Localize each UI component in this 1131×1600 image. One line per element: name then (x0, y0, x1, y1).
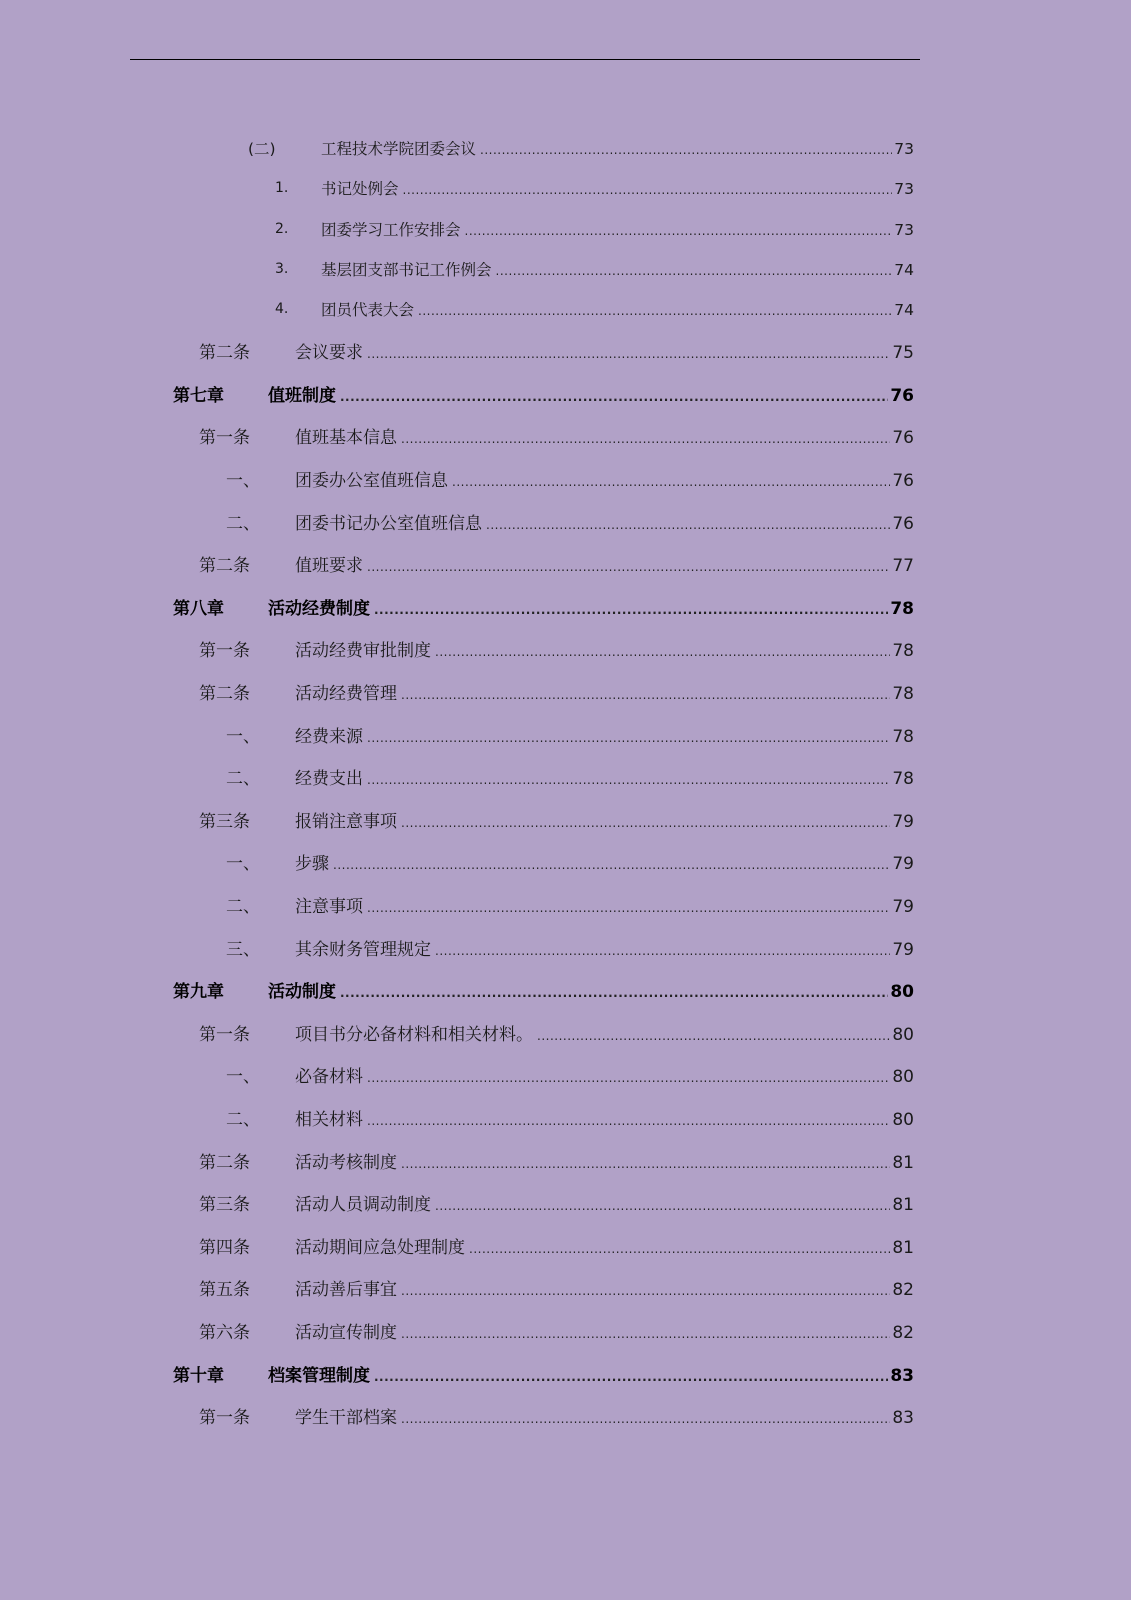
toc-entry[interactable] (0, 798, 1131, 841)
toc-leader-dots (496, 264, 893, 278)
toc-entry-page: 79 (892, 854, 914, 875)
toc-entry-title-line (295, 1233, 914, 1258)
toc-entry-number: 第八章 (173, 598, 224, 619)
toc-entry-title: 注意事项 (295, 897, 363, 917)
toc-entry[interactable] (0, 968, 1131, 1011)
toc-entry-number: 4. (275, 301, 289, 318)
toc-entry-page: 80 (892, 1109, 914, 1130)
toc-entry-page: 78 (892, 769, 914, 790)
toc-entry[interactable] (0, 713, 1131, 756)
toc-entry-title: 书记处例会 (321, 180, 399, 199)
toc-entry-title-line (295, 1318, 914, 1343)
toc-entry-title: 会议要求 (295, 343, 363, 364)
toc-entry-title: 活动考核制度 (295, 1152, 397, 1173)
toc-entry-number: 第七章 (173, 385, 224, 406)
toc-entry-title-line (321, 298, 914, 320)
toc-entry[interactable] (0, 289, 1131, 329)
toc-entry-number: 第十章 (173, 1365, 224, 1386)
toc-entry-number: 第二条 (199, 343, 250, 364)
toc-leader-dots (374, 1370, 888, 1384)
toc-entry[interactable] (0, 128, 1131, 168)
toc-entry-number: 第四条 (199, 1237, 250, 1258)
toc-leader-dots (401, 816, 890, 830)
toc-entry-page: 81 (892, 1152, 914, 1173)
toc-leader-dots (401, 688, 890, 702)
toc-entry-page: 80 (892, 1067, 914, 1088)
toc-entry-title: 值班要求 (295, 556, 363, 577)
toc-entry-title: 经费来源 (295, 726, 363, 747)
toc-leader-dots (401, 1412, 890, 1426)
toc-entry-title-line (321, 137, 914, 159)
toc-leader-dots (340, 986, 888, 1000)
toc-entry[interactable] (0, 415, 1131, 458)
toc-entry-number: 第一条 (199, 641, 250, 662)
toc-entry-number: 一、 (226, 726, 260, 747)
toc-entry-page: 79 (892, 897, 914, 917)
toc-entry-title-line (295, 892, 914, 917)
toc-entry-title: 档案管理制度 (268, 1365, 370, 1386)
toc-entry-title: 值班基本信息 (295, 428, 397, 449)
toc-leader-dots (367, 560, 890, 574)
toc-entry-title: 项目书分必备材料和相关材料。 (295, 1024, 533, 1045)
toc-entry[interactable] (0, 1139, 1131, 1182)
toc-entry-number: 第六条 (199, 1322, 250, 1343)
toc-leader-dots (374, 603, 888, 617)
toc-leader-dots (403, 183, 893, 197)
toc-leader-dots (452, 475, 890, 489)
toc-entry-title-line (268, 1361, 914, 1386)
toc-entry-page: 76 (892, 428, 914, 449)
toc-entry-title: 必备材料 (295, 1067, 363, 1088)
toc-entry-title: 工程技术学院团委会议 (321, 140, 477, 159)
toc-leader-dots (418, 304, 892, 318)
toc-entry-page: 82 (892, 1322, 914, 1343)
toc-entry-number: 1. (275, 180, 289, 197)
toc-entry[interactable] (0, 1181, 1131, 1224)
toc-entry-number: 一、 (226, 854, 260, 875)
toc-entry-title-line (295, 764, 914, 789)
toc-entry-title: 活动制度 (268, 982, 336, 1003)
toc-entry[interactable] (0, 500, 1131, 543)
toc-entry-number: 二、 (226, 1109, 260, 1130)
toc-entry-number: 第五条 (199, 1280, 250, 1301)
toc-entry-title-line (295, 935, 914, 960)
toc-entry-number: 第三条 (199, 1195, 250, 1216)
toc-entry-title: 报销注意事项 (295, 811, 397, 832)
toc-entry-number: 二、 (226, 513, 260, 534)
toc-leader-dots (401, 432, 890, 446)
toc-entry-page: 80 (892, 1024, 914, 1045)
toc-entry-title-line (295, 1105, 914, 1130)
toc-entry-page: 81 (892, 1237, 914, 1258)
toc-leader-dots (435, 645, 890, 659)
toc-entry-title: 活动期间应急处理制度 (295, 1237, 465, 1258)
toc-entry-title-line (295, 849, 914, 874)
toc-entry[interactable] (0, 209, 1131, 249)
toc-leader-dots (367, 773, 890, 787)
toc-entry-number: 第二条 (199, 556, 250, 577)
toc-entry-number: (二) (248, 140, 276, 159)
toc-entry-page: 83 (892, 1408, 914, 1429)
toc-entry-number: 一、 (226, 471, 260, 492)
toc-entry-number: 二、 (226, 769, 260, 790)
toc-entry-page: 78 (890, 598, 914, 619)
toc-leader-dots (469, 1242, 890, 1256)
toc-leader-dots (367, 347, 890, 361)
toc-leader-dots (480, 143, 892, 157)
toc-entry-page: 76 (890, 385, 914, 406)
toc-entry[interactable] (0, 1267, 1131, 1310)
toc-leader-dots (333, 858, 890, 872)
toc-entry-title: 团委办公室值班信息 (295, 471, 448, 492)
toc-entry-title: 活动宣传制度 (295, 1322, 397, 1343)
toc-entry-title: 活动人员调动制度 (295, 1195, 431, 1216)
toc-leader-dots (435, 1199, 890, 1213)
toc-entry-page: 73 (894, 180, 914, 199)
toc-entry-number: 第九章 (173, 982, 224, 1003)
toc-entry-page: 76 (892, 513, 914, 534)
toc-entry-number: 三、 (226, 939, 260, 960)
toc-entry-title-line (295, 807, 914, 832)
toc-entry[interactable] (0, 841, 1131, 884)
toc-entry-number: 第一条 (199, 1408, 250, 1429)
toc-entry-page: 81 (892, 1195, 914, 1216)
toc-entry-title-line (321, 218, 914, 240)
toc-entry-number: 第三条 (199, 811, 250, 832)
toc-entry-title-line (268, 977, 914, 1002)
toc-entry-number: 第一条 (199, 1024, 250, 1045)
toc-entry-title-line (295, 423, 914, 448)
toc-entry-title: 相关材料 (295, 1109, 363, 1130)
toc-entry-page: 83 (890, 1365, 914, 1386)
toc-entry-title-line (321, 258, 914, 280)
toc-leader-dots (367, 1071, 890, 1085)
toc-entry-title: 团委书记办公室值班信息 (295, 513, 482, 534)
toc-entry-title-line (295, 1148, 914, 1173)
toc-entry-page: 78 (892, 684, 914, 705)
toc-entry-title-line (295, 466, 914, 491)
toc-entry[interactable] (0, 1224, 1131, 1267)
toc-entry[interactable] (0, 755, 1131, 798)
toc-entry-title: 活动经费审批制度 (295, 641, 431, 662)
toc-entry[interactable] (0, 457, 1131, 500)
toc-entry-page: 77 (892, 556, 914, 577)
toc-entry[interactable] (0, 1096, 1131, 1139)
toc-entry-title-line (295, 1020, 914, 1045)
toc-entry[interactable] (0, 1394, 1131, 1437)
toc-entry-title-line (295, 1062, 914, 1087)
toc-entry-page: 73 (894, 140, 914, 159)
toc-entry-page: 82 (892, 1280, 914, 1301)
toc-entry-number: 二、 (226, 897, 260, 917)
toc-leader-dots (465, 224, 893, 238)
toc-entry-title: 活动经费制度 (268, 598, 370, 619)
toc-entry-page: 76 (892, 471, 914, 492)
toc-entry-page: 80 (890, 982, 914, 1003)
toc-entry[interactable] (0, 1054, 1131, 1097)
toc-entry-page: 73 (894, 220, 914, 239)
toc-leader-dots (367, 731, 890, 745)
toc-leader-dots (340, 390, 888, 404)
toc-entry-title: 基层团支部书记工作例会 (321, 261, 492, 280)
toc-leader-dots (367, 1114, 890, 1128)
toc-entry-number: 3. (275, 261, 289, 278)
toc-leader-dots (486, 518, 890, 532)
toc-entry-title: 其余财务管理规定 (295, 939, 431, 960)
toc-entry-page: 79 (892, 811, 914, 832)
toc-entry-number: 第二条 (199, 1152, 250, 1173)
toc-entry-title: 经费支出 (295, 769, 363, 790)
toc-entry[interactable] (0, 883, 1131, 926)
toc-entry-title: 学生干部档案 (295, 1408, 397, 1429)
toc-entry-title: 团委学习工作安排会 (321, 220, 461, 239)
toc-entry[interactable] (0, 329, 1131, 372)
toc-entry-number: 2. (275, 220, 289, 237)
toc-entry-title-line (295, 338, 914, 363)
toc-entry-title-line (295, 509, 914, 534)
toc-entry[interactable] (0, 670, 1131, 713)
toc-entry[interactable] (0, 542, 1131, 585)
toc-entry[interactable] (0, 585, 1131, 628)
toc-entry-title: 步骤 (295, 854, 329, 875)
toc-entry-title-line (321, 177, 914, 199)
toc-entry-title: 活动经费管理 (295, 684, 397, 705)
table-of-contents (0, 128, 1131, 1437)
toc-entry-number: 第二条 (199, 684, 250, 705)
toc-entry[interactable] (0, 1352, 1131, 1395)
header-rule (130, 59, 920, 60)
toc-entry-page: 74 (894, 301, 914, 320)
toc-entry-title-line (295, 1190, 914, 1215)
toc-entry[interactable] (0, 168, 1131, 208)
toc-entry-title: 团员代表大会 (321, 301, 415, 320)
toc-entry-title-line (295, 551, 914, 576)
toc-entry[interactable] (0, 1309, 1131, 1352)
toc-entry-title-line (295, 1275, 914, 1300)
toc-leader-dots (367, 901, 890, 915)
toc-entry[interactable] (0, 372, 1131, 415)
toc-entry-title-line (268, 594, 914, 619)
toc-leader-dots (401, 1157, 890, 1171)
toc-leader-dots (401, 1327, 890, 1341)
toc-entry-title: 值班制度 (268, 385, 336, 406)
toc-entry[interactable] (0, 926, 1131, 969)
toc-entry-title-line (295, 722, 914, 747)
toc-entry-page: 78 (892, 641, 914, 662)
toc-entry-title: 活动善后事宜 (295, 1280, 397, 1301)
toc-leader-dots (435, 944, 890, 958)
toc-entry-title-line (295, 1403, 914, 1428)
toc-entry-page: 78 (892, 726, 914, 747)
toc-entry-page: 75 (892, 343, 914, 364)
toc-entry[interactable] (0, 1011, 1131, 1054)
toc-entry[interactable] (0, 249, 1131, 289)
toc-entry-page: 74 (894, 261, 914, 280)
toc-entry[interactable] (0, 628, 1131, 671)
toc-entry-title-line (268, 381, 914, 406)
toc-entry-title-line (295, 679, 914, 704)
toc-entry-page: 79 (892, 939, 914, 960)
toc-entry-number: 一、 (226, 1067, 260, 1088)
toc-entry-title-line (295, 636, 914, 661)
toc-leader-dots (537, 1029, 890, 1043)
toc-leader-dots (401, 1284, 890, 1298)
toc-entry-number: 第一条 (199, 428, 250, 449)
